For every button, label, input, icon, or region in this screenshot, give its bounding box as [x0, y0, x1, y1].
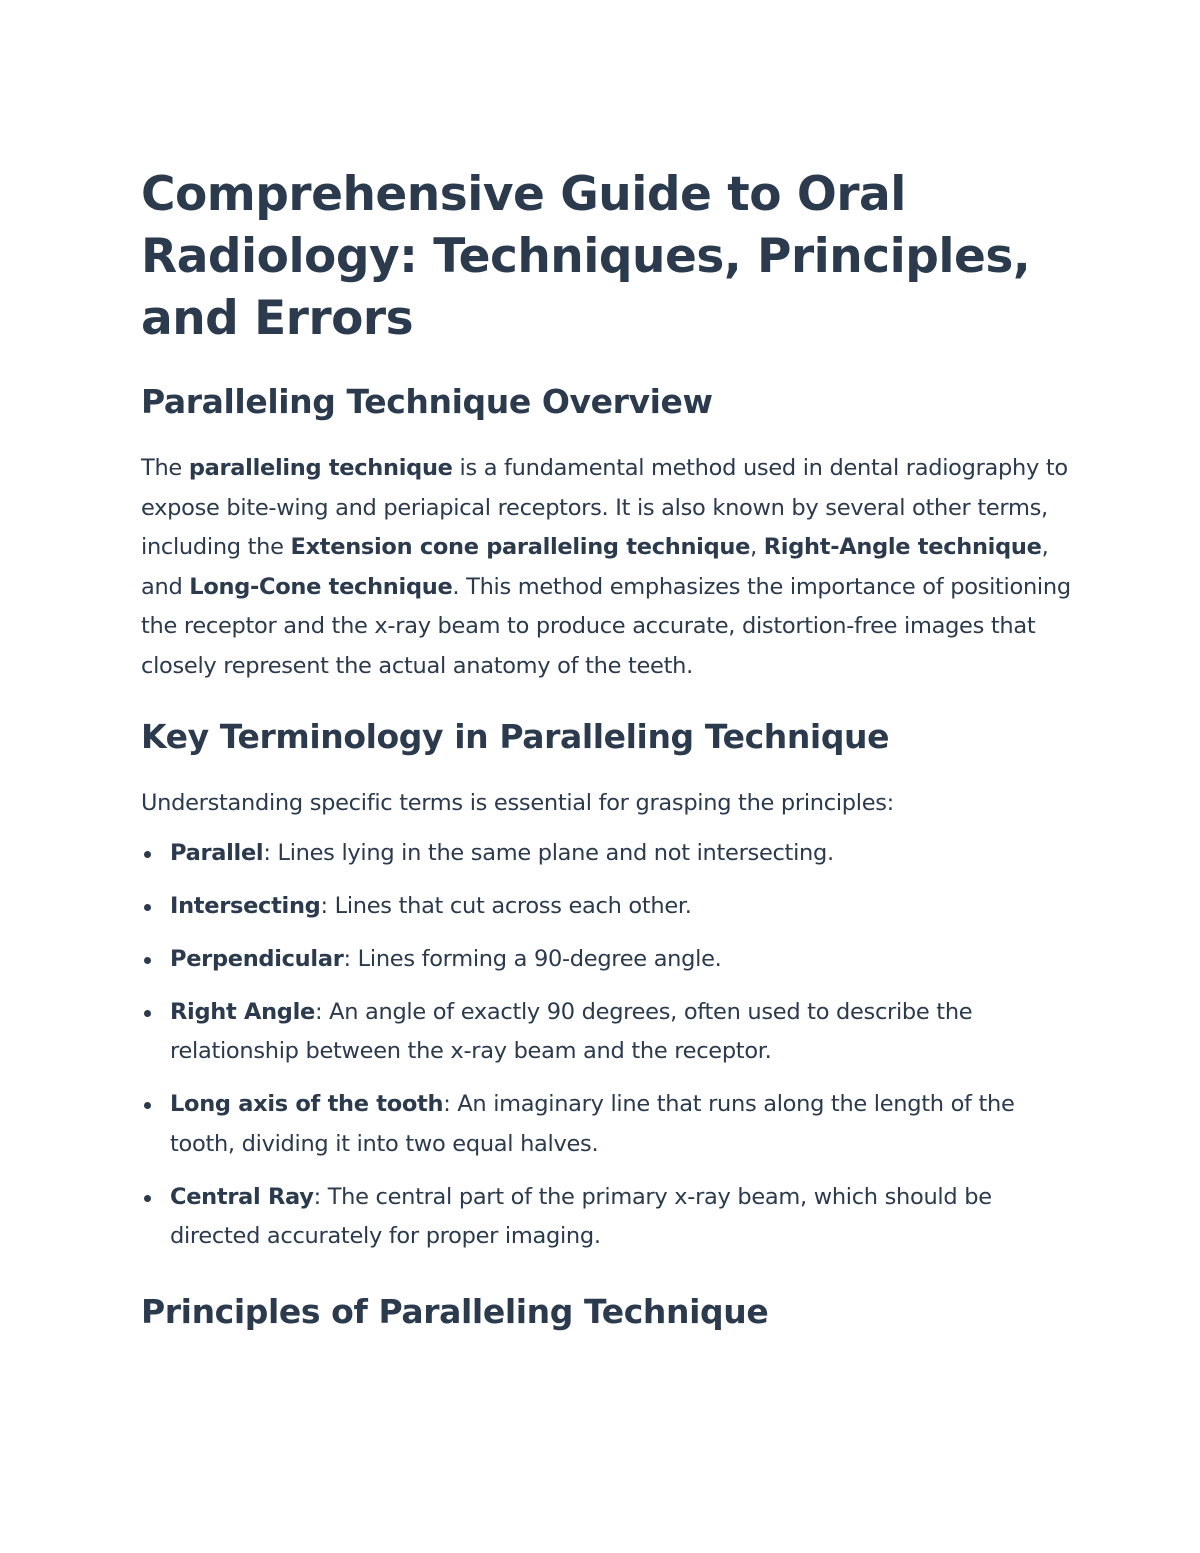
term-label: Perpendicular: [170, 945, 344, 972]
overview-paragraph: [141, 449, 1071, 686]
terminology-intro: Understanding specific terms is essential for grasping the principles:: [141, 790, 894, 816]
terminology-list: [141, 834, 1071, 1257]
term-definition: : Lines forming a 90-degree angle.: [343, 945, 722, 972]
overview-bold-2: Extension cone paralleling technique: [290, 534, 751, 560]
term-label: Intersecting: [170, 892, 321, 919]
term-label: Central Ray: [170, 1183, 314, 1210]
overview-text-2: is a fundamental method used in dental radiography to expose bite-wing and periapical receptors. It is also known by several other terms, including the: [141, 455, 1068, 560]
overview-bold-3: Right-Angle technique: [763, 534, 1042, 560]
term-definition: : Lines that cut across each other.: [320, 892, 692, 919]
overview-text-4: , and: [141, 534, 1049, 600]
page-title: Comprehensive Guide to Oral Radiology: Techniques, Principles, and Errors: [141, 167, 1031, 346]
overview-text-5: . This method emphasizes the importance of positioning the receptor and the x-ray beam to produce accurate, distortion-free images that closely represent the actual anatomy of the teeth.: [141, 573, 1071, 679]
list-item: [141, 1178, 1071, 1257]
bullet-icon: [144, 1102, 151, 1109]
bullet-icon: [144, 904, 151, 911]
bullet-icon: [144, 1010, 151, 1017]
term-definition: : An imaginary line that runs along the length of the tooth, dividing it into two equal halves.: [170, 1091, 1015, 1157]
list-item: [141, 940, 1071, 980]
overview-text-3: ,: [750, 534, 764, 560]
overview-bold-4: Long-Cone technique: [189, 573, 453, 600]
principles-heading: Principles of Paralleling Technique: [141, 1291, 769, 1331]
term-definition: : Lines lying in the same plane and not intersecting.: [263, 839, 834, 866]
term-definition: : An angle of exactly 90 degrees, often used to describe the relationship between the x-ray beam and the receptor.: [170, 998, 973, 1064]
list-item: [141, 993, 1071, 1072]
overview-bold-1: paralleling technique: [188, 455, 453, 481]
terminology-heading: Key Terminology in Paralleling Technique: [141, 717, 890, 756]
overview-text-1: The: [141, 455, 189, 481]
term-label: Parallel: [170, 839, 264, 866]
bullet-icon: [144, 1195, 151, 1202]
list-item: [141, 834, 1071, 874]
overview-heading: Paralleling Technique Overview: [141, 382, 713, 421]
term-label: Right Angle: [170, 998, 315, 1025]
bullet-icon: [144, 957, 151, 964]
term-label: Long axis of the tooth: [170, 1091, 444, 1117]
list-item: [141, 887, 1071, 927]
list-item: [141, 1085, 1071, 1164]
bullet-icon: [144, 851, 151, 858]
document-page: [141, 164, 1071, 1334]
term-definition: : The central part of the primary x-ray beam, which should be directed accurately for proper imaging.: [170, 1183, 992, 1249]
